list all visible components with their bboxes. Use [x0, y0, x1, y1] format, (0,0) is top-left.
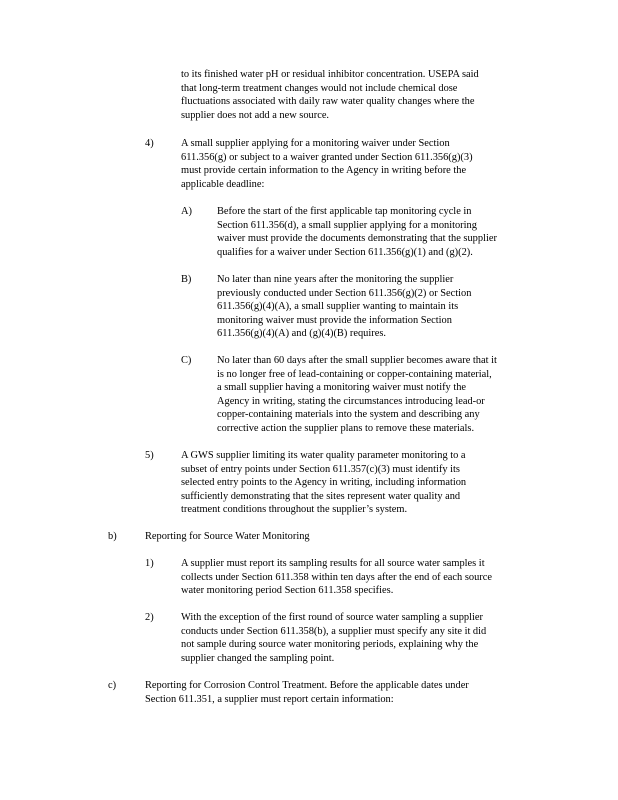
text-line: to its finished water pH or residual inhibitor concentration. USEPA said — [181, 69, 479, 80]
item-4b-paragraph — [217, 273, 507, 341]
item-marker-4b: B) — [181, 274, 192, 285]
item-4-paragraph — [181, 137, 523, 191]
item-marker-5: 5) — [145, 450, 154, 461]
text-line: With the exception of the first round of source water sampling a supplier — [181, 612, 483, 623]
item-5-paragraph — [181, 449, 511, 517]
text-line: fluctuations associated with daily raw water quality changes where the — [181, 96, 475, 108]
text-line: 611.356(g) or subject to a waiver granted under Section 611.356(g)(3) — [181, 151, 473, 163]
text-line: treatment conditions throughout the supplier’s system. — [181, 504, 408, 516]
text-line: Before the start of the first applicable tap monitoring cycle in — [217, 206, 472, 217]
text-line: 611.356(g)(4)(A), a small supplier wanting to maintain its — [217, 301, 459, 313]
section-b-heading — [145, 530, 445, 544]
text-line: a small supplier having a monitoring waiver must notify the — [217, 382, 467, 394]
text-line: must provide certain information to the Agency in writing before the — [181, 165, 467, 177]
text-line: A small supplier applying for a monitoring waiver under Section — [181, 138, 450, 149]
text-line: No later than nine years after the monitoring the supplier — [217, 274, 454, 285]
text-line: Reporting for Source Water Monitoring — [145, 531, 310, 542]
text-line: that long-term treatment changes would not include chemical dose — [181, 82, 458, 94]
text-line: water monitoring period Section 611.358 specifies. — [181, 585, 394, 597]
item-b2-paragraph — [181, 611, 535, 665]
text-line: Reporting for Corrosion Control Treatment. Before the applicable dates under — [145, 680, 469, 691]
text-line: is no longer free of lead-containing or copper-containing material, — [217, 368, 492, 380]
item-marker-b1: 1) — [145, 558, 154, 569]
text-line: subset of entry points under Section 611.357(c)(3) must identify its — [181, 463, 460, 475]
text-line: 611.356(g)(4)(A) and (g)(4)(B) requires. — [217, 328, 386, 340]
text-line: Section 611.351, a supplier must report certain information: — [145, 693, 394, 705]
text-line: monitoring waiver must provide the information Section — [217, 314, 452, 326]
text-line: copper-containing materials into the system and describing any — [217, 409, 480, 421]
text-line: A GWS supplier limiting its water quality parameter monitoring to a — [181, 450, 466, 461]
text-line: qualifies for a waiver under Section 611.356(g)(1) and (g)(2). — [217, 246, 473, 258]
text-line: waiver must provide the documents demonstrating that the supplier — [217, 233, 497, 245]
item-marker-4: 4) — [145, 138, 154, 149]
intro-paragraph — [181, 68, 523, 122]
item-marker-4c: C) — [181, 355, 192, 366]
item-4c-paragraph — [217, 354, 541, 436]
item-marker-b: b) — [108, 531, 117, 542]
item-marker-4a: A) — [181, 206, 192, 217]
text-line: conducts under Section 611.358(b), a supplier must specify any site it did — [181, 625, 487, 637]
item-marker-c: c) — [108, 680, 117, 691]
text-line: corrective action the supplier plans to remove these materials. — [217, 422, 475, 434]
text-line: A supplier must report its sampling results for all source water samples it — [181, 558, 485, 569]
text-line: sufficiently demonstrating that the sites represent water quality and — [181, 490, 461, 502]
item-b1-paragraph — [181, 557, 537, 598]
text-line: applicable deadline: — [181, 178, 265, 190]
section-c-paragraph — [145, 679, 519, 706]
item-marker-b2: 2) — [145, 612, 154, 623]
text-line: Section 611.356(d), a small supplier applying for a monitoring — [217, 219, 477, 231]
text-line: previously conducted under Section 611.356(g)(2) or Section — [217, 287, 472, 299]
text-line: No later than 60 days after the small supplier becomes aware that it — [217, 355, 497, 366]
item-4a-paragraph — [217, 205, 537, 259]
text-line: not sample during source water monitoring periods, explaining why the — [181, 639, 479, 651]
text-line: supplier does not add a new source. — [181, 109, 330, 121]
text-line: selected entry points to the Agency in writing, including information — [181, 477, 467, 489]
text-line: Agency in writing, stating the circumstances introducing lead-or — [217, 395, 485, 407]
text-line: collects under Section 611.358 within ten days after the end of each source — [181, 571, 492, 583]
text-line: supplier changed the sampling point. — [181, 652, 335, 664]
